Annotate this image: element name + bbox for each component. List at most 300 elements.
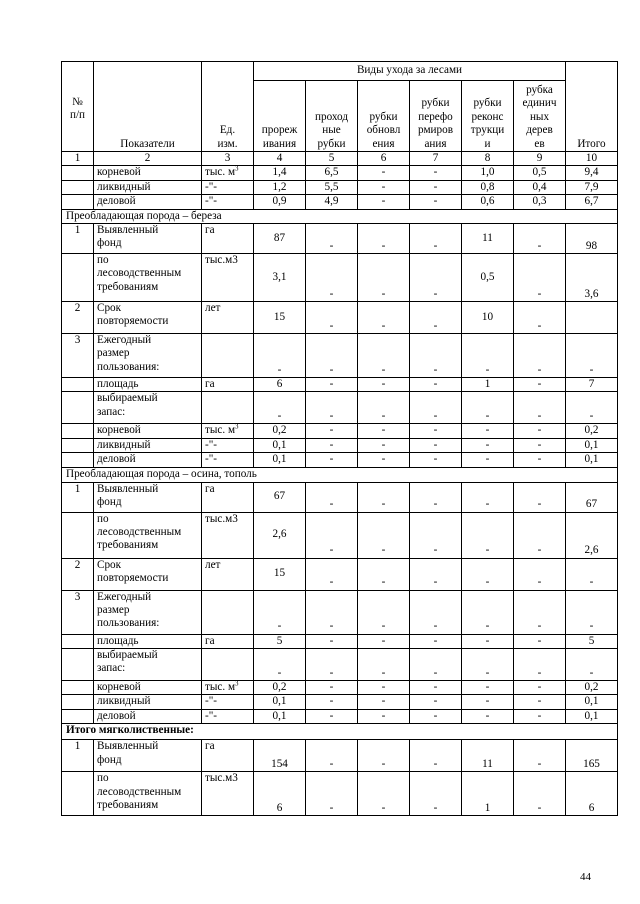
value-cell: - (462, 334, 514, 378)
section-title: Итого мягколиственные: (62, 724, 618, 740)
value-cell: - (358, 438, 410, 452)
indicator-label: деловой (94, 195, 202, 209)
unit-cell (202, 482, 254, 512)
row-number (62, 634, 94, 648)
value-cell: - (410, 558, 462, 590)
header-care-types-group: Виды ухода за лесами (254, 62, 566, 81)
total-value: - (566, 558, 618, 590)
value-cell: - (514, 482, 566, 512)
value-cell: - (358, 558, 410, 590)
value-cell: - (254, 649, 306, 681)
unit-superscript: 3 (235, 165, 239, 173)
indicator-label: Выявленный фонд (94, 224, 202, 254)
value-cell: - (358, 378, 410, 392)
header-care-type: рубка единич ных дерев ев (514, 81, 566, 152)
indicator-label: Выявленный фонд (94, 740, 202, 772)
value-cell: 0,3 (514, 195, 566, 209)
indicator-label: корневой (94, 424, 202, 438)
value-cell: - (358, 482, 410, 512)
indicator-label: выбираемый запас: (94, 649, 202, 681)
row-number: 1 (62, 740, 94, 772)
indicator-label: деловой (94, 453, 202, 467)
value-cell: 154 (254, 740, 306, 772)
value-cell: - (306, 740, 358, 772)
value-cell: 87 (254, 224, 306, 254)
value-cell: - (358, 512, 410, 558)
row-number (62, 681, 94, 695)
table-row (62, 772, 618, 816)
total-value: 67 (566, 482, 618, 512)
value-cell: - (306, 558, 358, 590)
row-number (62, 180, 94, 194)
unit-cell (202, 453, 254, 467)
table-row (62, 166, 618, 180)
value-cell: - (254, 334, 306, 378)
row-number (62, 695, 94, 709)
value-cell: - (410, 681, 462, 695)
total-value: - (566, 392, 618, 424)
unit-cell (202, 709, 254, 723)
row-number (62, 166, 94, 180)
value-cell: - (514, 681, 566, 695)
unit-text: га (205, 378, 215, 391)
value-cell: 11 (462, 740, 514, 772)
value-cell: - (514, 302, 566, 334)
value-cell: - (514, 378, 566, 392)
value-cell: - (514, 424, 566, 438)
unit-text: -"- (205, 180, 218, 193)
value-cell: 0,1 (254, 453, 306, 467)
unit-text: тыс. м (205, 681, 236, 694)
column-number: 6 (358, 152, 410, 166)
value-cell: - (358, 180, 410, 194)
value-cell: - (358, 453, 410, 467)
value-cell: - (514, 634, 566, 648)
value-cell: - (410, 424, 462, 438)
value-cell: - (462, 558, 514, 590)
value-cell: - (462, 424, 514, 438)
value-cell: - (462, 649, 514, 681)
column-number: 7 (410, 152, 462, 166)
value-cell: - (358, 195, 410, 209)
table-row (62, 634, 618, 648)
value-cell: 0,2 (254, 681, 306, 695)
unit-cell (202, 740, 254, 772)
column-number: 2 (94, 152, 202, 166)
value-cell: - (410, 512, 462, 558)
table-row (62, 392, 618, 424)
table-row (62, 195, 618, 209)
total-value: - (566, 649, 618, 681)
header-total: Итого (566, 62, 618, 152)
row-number: 2 (62, 558, 94, 590)
value-cell: - (410, 392, 462, 424)
header-care-type: проход ные рубки (306, 81, 358, 152)
column-number: 1 (62, 152, 94, 166)
unit-cell (202, 224, 254, 254)
value-cell: - (514, 772, 566, 816)
value-cell: - (358, 166, 410, 180)
value-cell: - (410, 334, 462, 378)
value-cell: - (254, 392, 306, 424)
column-number: 5 (306, 152, 358, 166)
value-cell: - (514, 438, 566, 452)
row-number (62, 772, 94, 816)
unit-text: -"- (205, 453, 218, 466)
value-cell: - (306, 302, 358, 334)
indicator-label: по лесоводственным требованиям (94, 512, 202, 558)
column-number: 4 (254, 152, 306, 166)
value-cell: - (358, 254, 410, 302)
row-number (62, 649, 94, 681)
section-row (62, 209, 618, 223)
value-cell: 0,1 (254, 709, 306, 723)
value-cell: - (358, 424, 410, 438)
value-cell: - (410, 453, 462, 467)
value-cell: 6 (254, 378, 306, 392)
table-row (62, 681, 618, 695)
value-cell: 0,1 (254, 438, 306, 452)
indicator-label: ликвидный (94, 438, 202, 452)
value-cell: - (514, 695, 566, 709)
indicator-label: выбираемый запас: (94, 392, 202, 424)
indicator-label: по лесоводственным требованиям (94, 772, 202, 816)
value-cell: - (306, 590, 358, 634)
value-cell: 0,9 (254, 195, 306, 209)
value-cell: - (514, 512, 566, 558)
header-indicator: Показатели (94, 62, 202, 152)
indicator-label: Ежегодный размер пользования: (94, 334, 202, 378)
value-cell: 1 (462, 772, 514, 816)
unit-text: тыс.м3 (205, 772, 238, 785)
value-cell: 6,5 (306, 166, 358, 180)
value-cell: 5 (254, 634, 306, 648)
table-row (62, 180, 618, 194)
indicator-label: ликвидный (94, 180, 202, 194)
value-cell: 0,6 (462, 195, 514, 209)
value-cell: - (462, 482, 514, 512)
value-cell: - (358, 334, 410, 378)
total-value: 0,2 (566, 681, 618, 695)
column-number: 10 (566, 152, 618, 166)
value-cell: - (462, 695, 514, 709)
value-cell: - (410, 740, 462, 772)
indicator-label: Выявленный фонд (94, 482, 202, 512)
value-cell: - (462, 438, 514, 452)
value-cell: - (358, 709, 410, 723)
row-number (62, 424, 94, 438)
unit-cell (202, 634, 254, 648)
unit-cell (202, 681, 254, 695)
value-cell: 0,2 (254, 424, 306, 438)
value-cell: - (410, 590, 462, 634)
total-value: 2,6 (566, 512, 618, 558)
column-number: 9 (514, 152, 566, 166)
total-value: 3,6 (566, 254, 618, 302)
value-cell: - (514, 590, 566, 634)
total-value: 165 (566, 740, 618, 772)
indicator-label: ликвидный (94, 695, 202, 709)
value-cell: - (358, 634, 410, 648)
value-cell: - (514, 224, 566, 254)
value-cell: 0,5 (462, 254, 514, 302)
value-cell: - (358, 740, 410, 772)
value-cell: - (306, 649, 358, 681)
indicator-label: площадь (94, 634, 202, 648)
section-row (62, 724, 618, 740)
row-number (62, 453, 94, 467)
row-number (62, 438, 94, 452)
value-cell: - (306, 453, 358, 467)
unit-cell (202, 254, 254, 302)
value-cell: - (462, 634, 514, 648)
value-cell: - (306, 512, 358, 558)
indicator-label: Срок повторяемости (94, 302, 202, 334)
value-cell: 0,8 (462, 180, 514, 194)
row-number (62, 378, 94, 392)
unit-cell (202, 302, 254, 334)
table-row (62, 512, 618, 558)
value-cell: 1,0 (462, 166, 514, 180)
value-cell: - (514, 558, 566, 590)
value-cell: - (410, 195, 462, 209)
value-cell: - (410, 482, 462, 512)
value-cell: - (358, 649, 410, 681)
total-value: 0,2 (566, 424, 618, 438)
header-care-type: рубки перефо рмиров ания (410, 81, 462, 152)
value-cell: - (306, 634, 358, 648)
unit-cell (202, 649, 254, 681)
indicator-label: площадь (94, 378, 202, 392)
value-cell: - (410, 772, 462, 816)
unit-cell (202, 334, 254, 378)
value-cell: - (306, 392, 358, 424)
unit-cell (202, 512, 254, 558)
header-care-type: рубки реконс трукци и (462, 81, 514, 152)
indicator-label: по лесоводственным требованиям (94, 254, 202, 302)
unit-cell (202, 424, 254, 438)
value-cell: - (462, 453, 514, 467)
unit-cell (202, 195, 254, 209)
total-value: 98 (566, 224, 618, 254)
forest-care-table (61, 61, 618, 816)
total-value: 0,1 (566, 453, 618, 467)
row-number (62, 709, 94, 723)
total-value: - (566, 334, 618, 378)
table-row (62, 740, 618, 772)
unit-text: тыс. м (205, 424, 236, 437)
indicator-label: деловой (94, 709, 202, 723)
value-cell: - (410, 438, 462, 452)
row-number: 3 (62, 590, 94, 634)
value-cell: - (306, 424, 358, 438)
value-cell: 15 (254, 558, 306, 590)
table-row (62, 695, 618, 709)
value-cell: - (410, 709, 462, 723)
table-row (62, 649, 618, 681)
value-cell: - (462, 681, 514, 695)
unit-cell (202, 695, 254, 709)
column-number: 8 (462, 152, 514, 166)
table-row (62, 302, 618, 334)
total-value: 6,7 (566, 195, 618, 209)
table-row (62, 438, 618, 452)
value-cell: 1 (462, 378, 514, 392)
value-cell: - (306, 334, 358, 378)
value-cell: 15 (254, 302, 306, 334)
value-cell: - (410, 634, 462, 648)
total-value: - (566, 590, 618, 634)
unit-text: лет (205, 302, 221, 315)
unit-text: -"- (205, 438, 218, 451)
unit-superscript: 3 (235, 423, 239, 431)
section-row (62, 467, 618, 482)
unit-superscript: 3 (235, 680, 239, 688)
value-cell: - (306, 695, 358, 709)
total-value: 5 (566, 634, 618, 648)
unit-text: тыс.м3 (205, 254, 238, 267)
value-cell: - (462, 512, 514, 558)
total-value: 6 (566, 772, 618, 816)
table-row (62, 709, 618, 723)
value-cell: - (306, 224, 358, 254)
value-cell: - (358, 302, 410, 334)
row-number (62, 254, 94, 302)
value-cell: - (410, 224, 462, 254)
value-cell: - (306, 482, 358, 512)
value-cell: 5,5 (306, 180, 358, 194)
indicator-label: корневой (94, 166, 202, 180)
indicator-label: Срок повторяемости (94, 558, 202, 590)
value-cell: - (514, 740, 566, 772)
table-row (62, 224, 618, 254)
value-cell: 0,1 (254, 695, 306, 709)
header-care-type: рубки обновл ения (358, 81, 410, 152)
value-cell: 0,4 (514, 180, 566, 194)
table-row (62, 334, 618, 378)
value-cell: 11 (462, 224, 514, 254)
value-cell: - (358, 695, 410, 709)
value-cell: 10 (462, 302, 514, 334)
unit-text: га (205, 224, 215, 237)
row-number (62, 512, 94, 558)
unit-text: га (205, 740, 215, 753)
value-cell: - (358, 392, 410, 424)
value-cell: - (410, 695, 462, 709)
unit-cell (202, 378, 254, 392)
indicator-label: Ежегодный размер пользования: (94, 590, 202, 634)
unit-text: тыс.м3 (205, 512, 238, 525)
total-value: 0,1 (566, 695, 618, 709)
value-cell: 67 (254, 482, 306, 512)
value-cell: 2,6 (254, 512, 306, 558)
value-cell: - (462, 590, 514, 634)
row-number: 2 (62, 302, 94, 334)
unit-cell (202, 590, 254, 634)
indicator-label: корневой (94, 681, 202, 695)
value-cell: - (410, 180, 462, 194)
unit-cell (202, 772, 254, 816)
value-cell: 4,9 (306, 195, 358, 209)
unit-cell (202, 392, 254, 424)
table-row (62, 558, 618, 590)
column-number: 3 (202, 152, 254, 166)
unit-text: га (205, 634, 215, 647)
row-number (62, 195, 94, 209)
value-cell: - (306, 709, 358, 723)
value-cell: - (514, 453, 566, 467)
value-cell: - (410, 378, 462, 392)
unit-text: га (205, 482, 215, 495)
value-cell: - (306, 772, 358, 816)
total-value: 7 (566, 378, 618, 392)
value-cell: - (514, 392, 566, 424)
page-number: 44 (580, 871, 591, 883)
value-cell: - (410, 254, 462, 302)
table-row (62, 424, 618, 438)
total-value: 0,1 (566, 438, 618, 452)
value-cell: - (306, 438, 358, 452)
header-num: № п/п (62, 62, 94, 152)
unit-text: лет (205, 558, 221, 571)
section-title: Преобладающая порода – береза (62, 209, 618, 223)
row-number (62, 392, 94, 424)
unit-cell (202, 166, 254, 180)
row-number: 1 (62, 482, 94, 512)
unit-cell (202, 438, 254, 452)
total-value: 7,9 (566, 180, 618, 194)
unit-text: тыс. м (205, 166, 236, 179)
unit-text: -"- (205, 695, 218, 708)
section-title: Преобладающая порода – осина, тополь (62, 467, 618, 482)
table-row (62, 378, 618, 392)
value-cell: - (306, 254, 358, 302)
unit-cell (202, 180, 254, 194)
value-cell: - (514, 334, 566, 378)
value-cell: - (410, 166, 462, 180)
total-value: 9,4 (566, 166, 618, 180)
value-cell: 1,4 (254, 166, 306, 180)
value-cell: - (358, 681, 410, 695)
value-cell: - (514, 649, 566, 681)
value-cell: 1,2 (254, 180, 306, 194)
total-value: 0,1 (566, 709, 618, 723)
value-cell: - (358, 224, 410, 254)
row-number: 1 (62, 224, 94, 254)
value-cell: 3,1 (254, 254, 306, 302)
table-row (62, 453, 618, 467)
value-cell: - (514, 709, 566, 723)
table-row (62, 254, 618, 302)
unit-cell (202, 558, 254, 590)
value-cell: - (306, 681, 358, 695)
header-care-type: прореж ивания (254, 81, 306, 152)
total-value (566, 302, 618, 334)
value-cell: - (462, 392, 514, 424)
header-unit: Ед. изм. (202, 62, 254, 152)
value-cell: 0,5 (514, 166, 566, 180)
value-cell: - (358, 772, 410, 816)
row-number: 3 (62, 334, 94, 378)
table-row (62, 590, 618, 634)
unit-text: -"- (205, 709, 218, 722)
table-row (62, 482, 618, 512)
value-cell: 6 (254, 772, 306, 816)
value-cell: - (410, 649, 462, 681)
value-cell: - (514, 254, 566, 302)
value-cell: - (358, 590, 410, 634)
value-cell: - (462, 709, 514, 723)
